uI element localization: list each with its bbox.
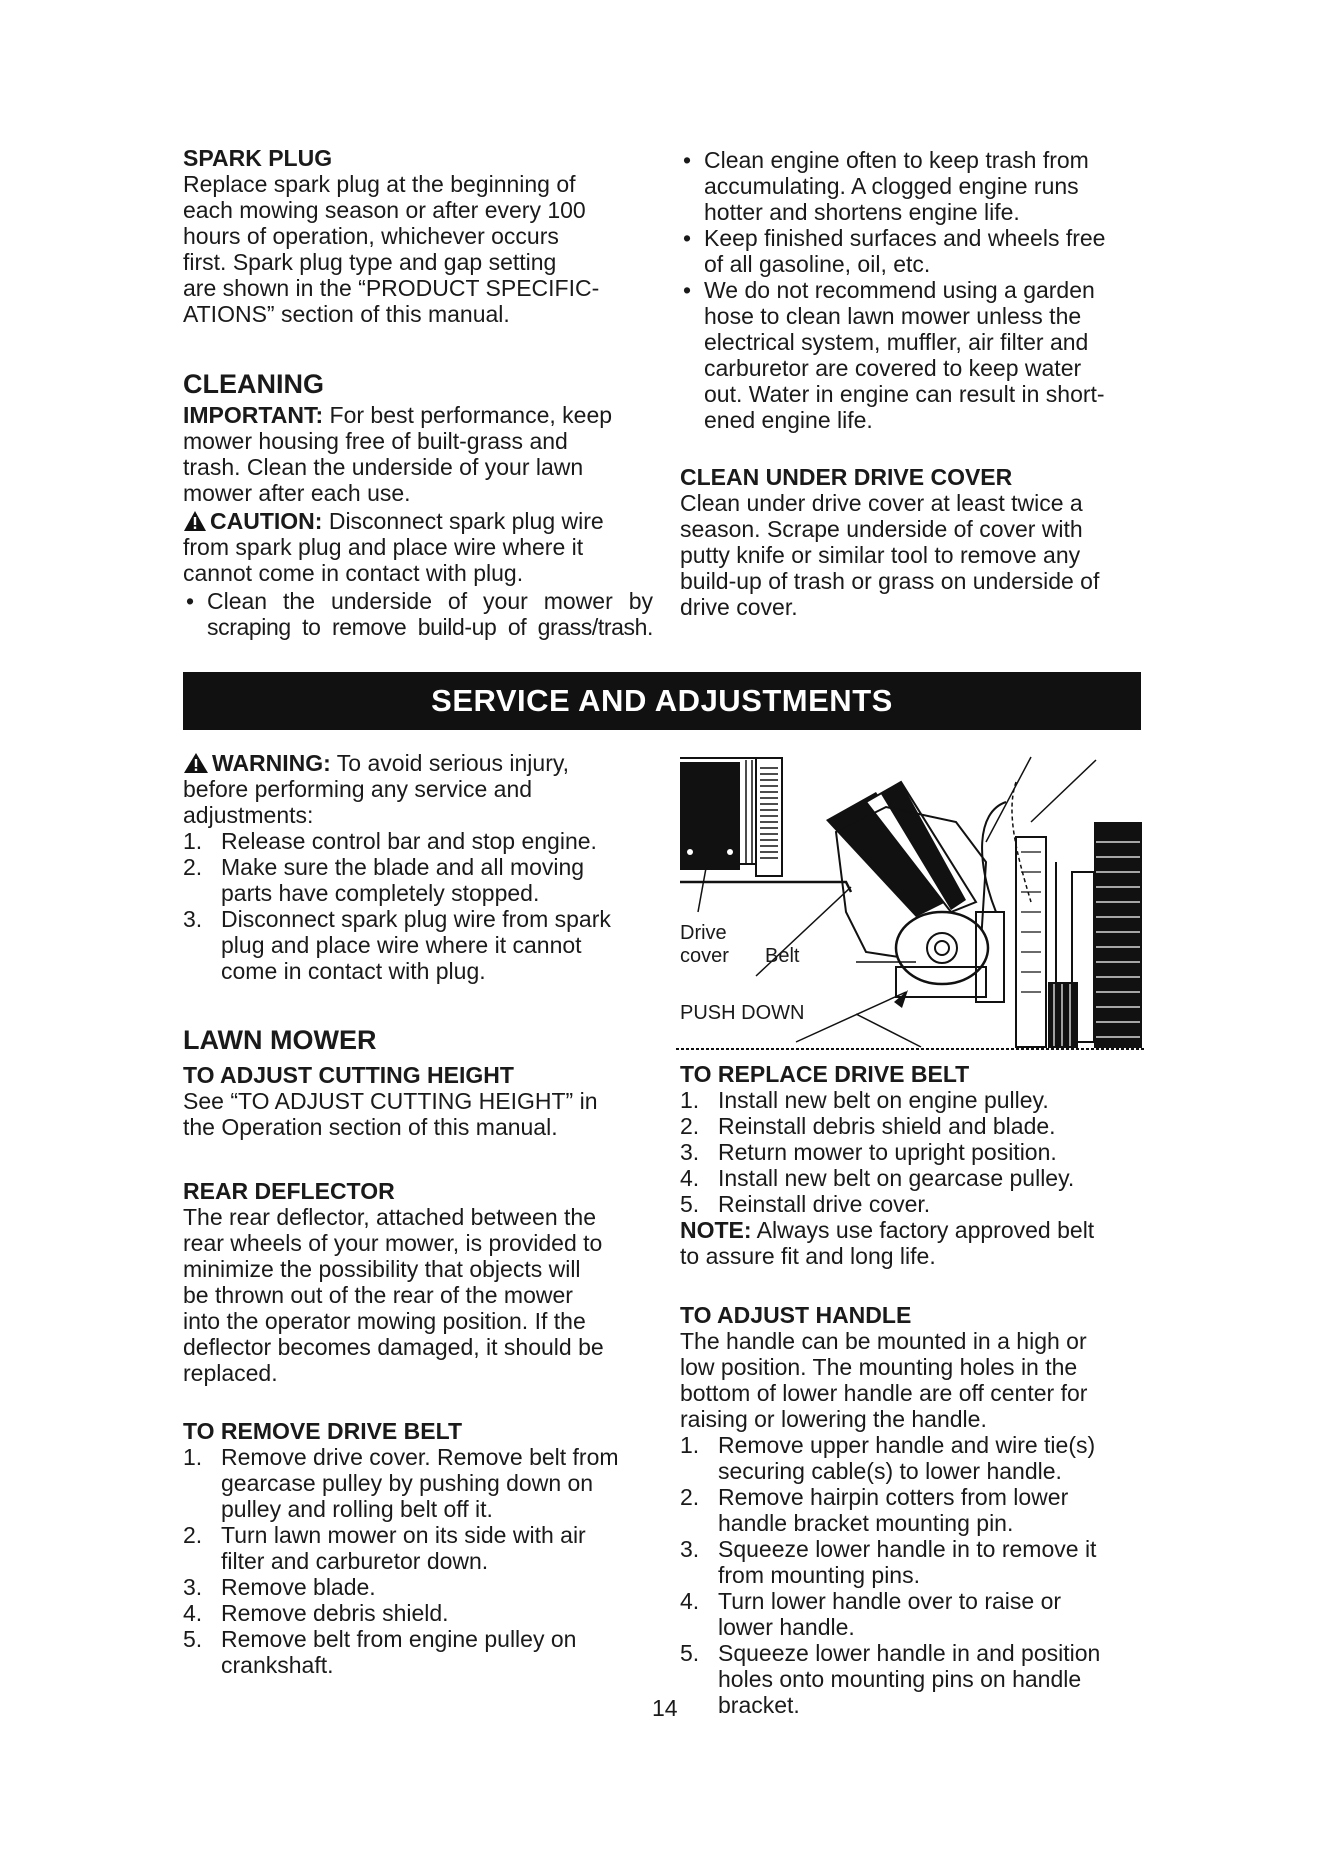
text-line: Squeeze lower handle in to remove it [718,1536,1097,1562]
lawn-mower-heading: LAWN MOWER [183,1025,377,1055]
text-line: Remove drive cover. Remove belt from [221,1444,619,1470]
text-line: Squeeze lower handle in and position [718,1640,1101,1666]
text-line: replaced. [183,1360,278,1386]
text-line: before performing any service and [183,776,533,802]
text-line: crankshaft. [221,1652,334,1678]
text-line: For best performance, keep [323,402,613,428]
step-number: 3. [183,906,203,932]
step-number: 1. [680,1432,700,1458]
adjust-cutting-height-heading: TO ADJUST CUTTING HEIGHT [183,1062,514,1088]
text-line: We do not recommend using a garden [704,277,1095,303]
text-line: plug and place wire where it cannot [221,932,582,958]
text-line: Disconnect spark plug wire [322,508,604,534]
text-line: of all gasoline, oil, etc. [704,251,931,277]
text-line: from mounting pins. [718,1562,920,1588]
text-line: gearcase pulley by pushing down on [221,1470,594,1496]
remove-drive-belt-steps [183,1444,653,1678]
text-line: Clean under drive cover at least twice a [680,490,1083,516]
text-line: mower housing free of built-grass and [183,428,568,454]
cover-label: cover [680,945,729,967]
text-line: scraping to remove build-up of grass/trash. [207,614,653,640]
text-line: Always use factory approved belt [751,1217,1095,1243]
warning-steps [183,828,653,984]
belt-label: Belt [765,945,800,967]
list-item [183,1626,653,1678]
text-line: Return mower to upright position. [718,1139,1057,1165]
list-item [680,1432,1150,1484]
push-down-label: PUSH DOWN [680,1002,805,1024]
step-number: 3. [680,1139,700,1165]
step-number: 2. [183,854,203,880]
note-paragraph [680,1217,1150,1269]
text-line: Reinstall debris shield and blade. [718,1113,1056,1139]
warning-paragraph [183,750,653,828]
list-item [183,1574,653,1600]
text-line: Replace spark plug at the beginning of [183,171,576,197]
text-line: rear wheels of your mower, is provided to [183,1230,603,1256]
spark-plug-section [183,145,653,327]
list-item [183,1444,653,1522]
text-line: The rear deflector, attached between the [183,1204,596,1230]
text-line: Keep finished surfaces and wheels free [704,225,1106,251]
step-number: 1. [183,1444,203,1470]
text-line: Remove hairpin cotters from lower [718,1484,1069,1510]
adjust-handle-heading: TO ADJUST HANDLE [680,1302,912,1328]
remove-drive-belt-heading: TO REMOVE DRIVE BELT [183,1418,463,1444]
rear-deflector-section [183,1178,653,1386]
list-item [680,1165,1150,1191]
list-item [183,906,653,984]
text-line: holes onto mounting pins on handle [718,1666,1082,1692]
cleaning-bullet-list [183,588,653,640]
list-item [680,147,1150,225]
list-item [680,1113,1150,1139]
text-line: bracket. [718,1692,800,1718]
list-item [183,854,653,906]
adjust-cutting-height-text [183,1088,653,1140]
text-line: deflector becomes damaged, it should be [183,1334,604,1360]
text-line: ATIONS” section of this manual. [183,301,510,327]
text-line: from spark plug and place wire where it [183,534,584,560]
text-line: adjustments: [183,802,314,828]
text-line: ened engine life. [704,407,873,433]
text-line: Remove debris shield. [221,1600,449,1626]
step-number: 3. [183,1574,203,1600]
text-line: be thrown out of the rear of the mower [183,1282,573,1308]
text-line: securing cable(s) to lower handle. [718,1458,1062,1484]
text-line: hotter and shortens engine life. [704,199,1020,225]
text-line: season. Scrape underside of cover with [680,516,1083,542]
adjust-handle-steps [680,1432,1150,1718]
text-line: hose to clean lawn mower unless the [704,303,1082,329]
text-line: Remove upper handle and wire tie(s) [718,1432,1096,1458]
text-line: hours of operation, whichever occurs [183,223,559,249]
drive-label: Drive [680,922,727,944]
note-label: NOTE: [680,1217,752,1243]
wheel-shape [1094,822,1142,1048]
text-line: cannot come in contact with plug. [183,560,524,586]
caution-paragraph [183,508,653,586]
caution-label: CAUTION: [210,508,323,534]
warning-triangle-icon [183,510,207,532]
replace-drive-belt-steps [680,1087,1150,1217]
replace-drive-belt-heading: TO REPLACE DRIVE BELT [680,1061,970,1087]
text-line: putty knife or similar tool to remove any [680,542,1081,568]
clean-under-drive-cover-text [680,490,1150,620]
important-paragraph [183,402,653,506]
list-item [680,277,1150,433]
cleaning-heading: CLEANING [183,369,324,399]
list-item [680,1191,1150,1217]
text-line: each mowing season or after every 100 [183,197,586,223]
text-line: Release control bar and stop engine. [221,828,597,854]
text-line: out. Water in engine can result in short- [704,381,1105,407]
warning-label: WARNING: [212,750,331,776]
text-line: Clean engine often to keep trash from [704,147,1089,173]
list-item [680,225,1150,277]
text-line: into the operator mowing position. If the [183,1308,586,1334]
list-item [680,1087,1150,1113]
handle-grip-shape [1048,982,1078,1048]
spark-plug-text [183,171,653,327]
rear-deflector-heading: REAR DEFLECTOR [183,1178,395,1204]
adjust-handle-text [680,1328,1150,1432]
important-label: IMPORTANT: [183,402,324,428]
step-number: 4. [680,1588,700,1614]
text-line: parts have completely stopped. [221,880,540,906]
clean-under-drive-cover-section [680,464,1150,620]
text-line: Remove blade. [221,1574,376,1600]
remove-drive-belt-section [183,1418,653,1678]
text-line: accumulating. A clogged engine runs [704,173,1079,199]
text-line: drive cover. [680,594,798,620]
text-line: first. Spark plug type and gap setting [183,249,557,275]
step-number: 5. [680,1191,700,1217]
list-item [680,1640,1150,1718]
section-banner: SERVICE AND ADJUSTMENTS [183,672,1141,730]
text-line: handle bracket mounting pin. [718,1510,1014,1536]
rear-deflector-text [183,1204,653,1386]
list-item [183,828,653,854]
text-line: build-up of trash or grass on underside of [680,568,1100,594]
step-number: 4. [680,1165,700,1191]
warning-triangle-icon [183,752,209,774]
text-line: come in contact with plug. [221,958,486,984]
text-line: See “TO ADJUST CUTTING HEIGHT” in [183,1088,598,1114]
text-line: lower handle. [718,1614,855,1640]
spark-plug-heading: SPARK PLUG [183,145,333,171]
text-line: electrical system, muffler, air filter and [704,329,1089,355]
list-item [680,1536,1150,1588]
text-line: minimize the possibility that objects will [183,1256,581,1282]
replace-drive-belt-section [680,1061,1150,1269]
text-line: Remove belt from engine pulley on [221,1626,577,1652]
text-line: filter and carburetor down. [221,1548,489,1574]
step-number: 1. [680,1087,700,1113]
text-line: Make sure the blade and all moving [221,854,585,880]
list-item [183,1522,653,1574]
text-line: Reinstall drive cover. [718,1191,931,1217]
text-line: The handle can be mounted in a high or [680,1328,1087,1354]
text-line: Turn lower handle over to raise or [718,1588,1062,1614]
step-number: 2. [680,1484,700,1510]
page-number: 14 [652,1695,678,1721]
text-line: pulley and rolling belt off it. [221,1496,493,1522]
cleaning-section [183,368,653,640]
warning-section [183,750,653,984]
text-line: are shown in the “PRODUCT SPECIFIC- [183,275,600,301]
step-number: 2. [680,1113,700,1139]
step-number: 2. [183,1522,203,1548]
step-number: 3. [680,1536,700,1562]
list-item [183,588,653,640]
text-line: the Operation section of this manual. [183,1114,558,1140]
cleaning-bullet-list-continued [680,147,1150,433]
lawn-mower-section [183,1024,653,1140]
drive-belt-illustration [676,752,1146,1052]
text-line: Install new belt on engine pulley. [718,1087,1049,1113]
text-line: trash. Clean the underside of your lawn [183,454,584,480]
text-line: Install new belt on gearcase pulley. [718,1165,1075,1191]
step-number: 5. [680,1640,700,1666]
list-item [680,1139,1150,1165]
adjust-handle-section [680,1302,1150,1718]
cleaning-bullets-right [680,147,1150,433]
text-line: carburetor are covered to keep water [704,355,1082,381]
list-item [183,1600,653,1626]
list-item [680,1588,1150,1640]
text-line: To avoid serious injury, [330,750,570,776]
text-line: Turn lawn mower on its side with air [221,1522,586,1548]
step-number: 1. [183,828,203,854]
text-line: to assure fit and long life. [680,1243,936,1269]
text-line: low position. The mounting holes in the [680,1354,1078,1380]
step-number: 4. [183,1600,203,1626]
clean-under-drive-cover-heading: CLEAN UNDER DRIVE COVER [680,464,1013,490]
step-number: 5. [183,1626,203,1652]
list-item [680,1484,1150,1536]
text-line: raising or lowering the handle. [680,1406,987,1432]
text-line: Disconnect spark plug wire from spark [221,906,611,932]
text-line: bottom of lower handle are off center for [680,1380,1088,1406]
text-line: mower after each use. [183,480,411,506]
text-line: • Clean the underside of your mower by [207,588,653,614]
